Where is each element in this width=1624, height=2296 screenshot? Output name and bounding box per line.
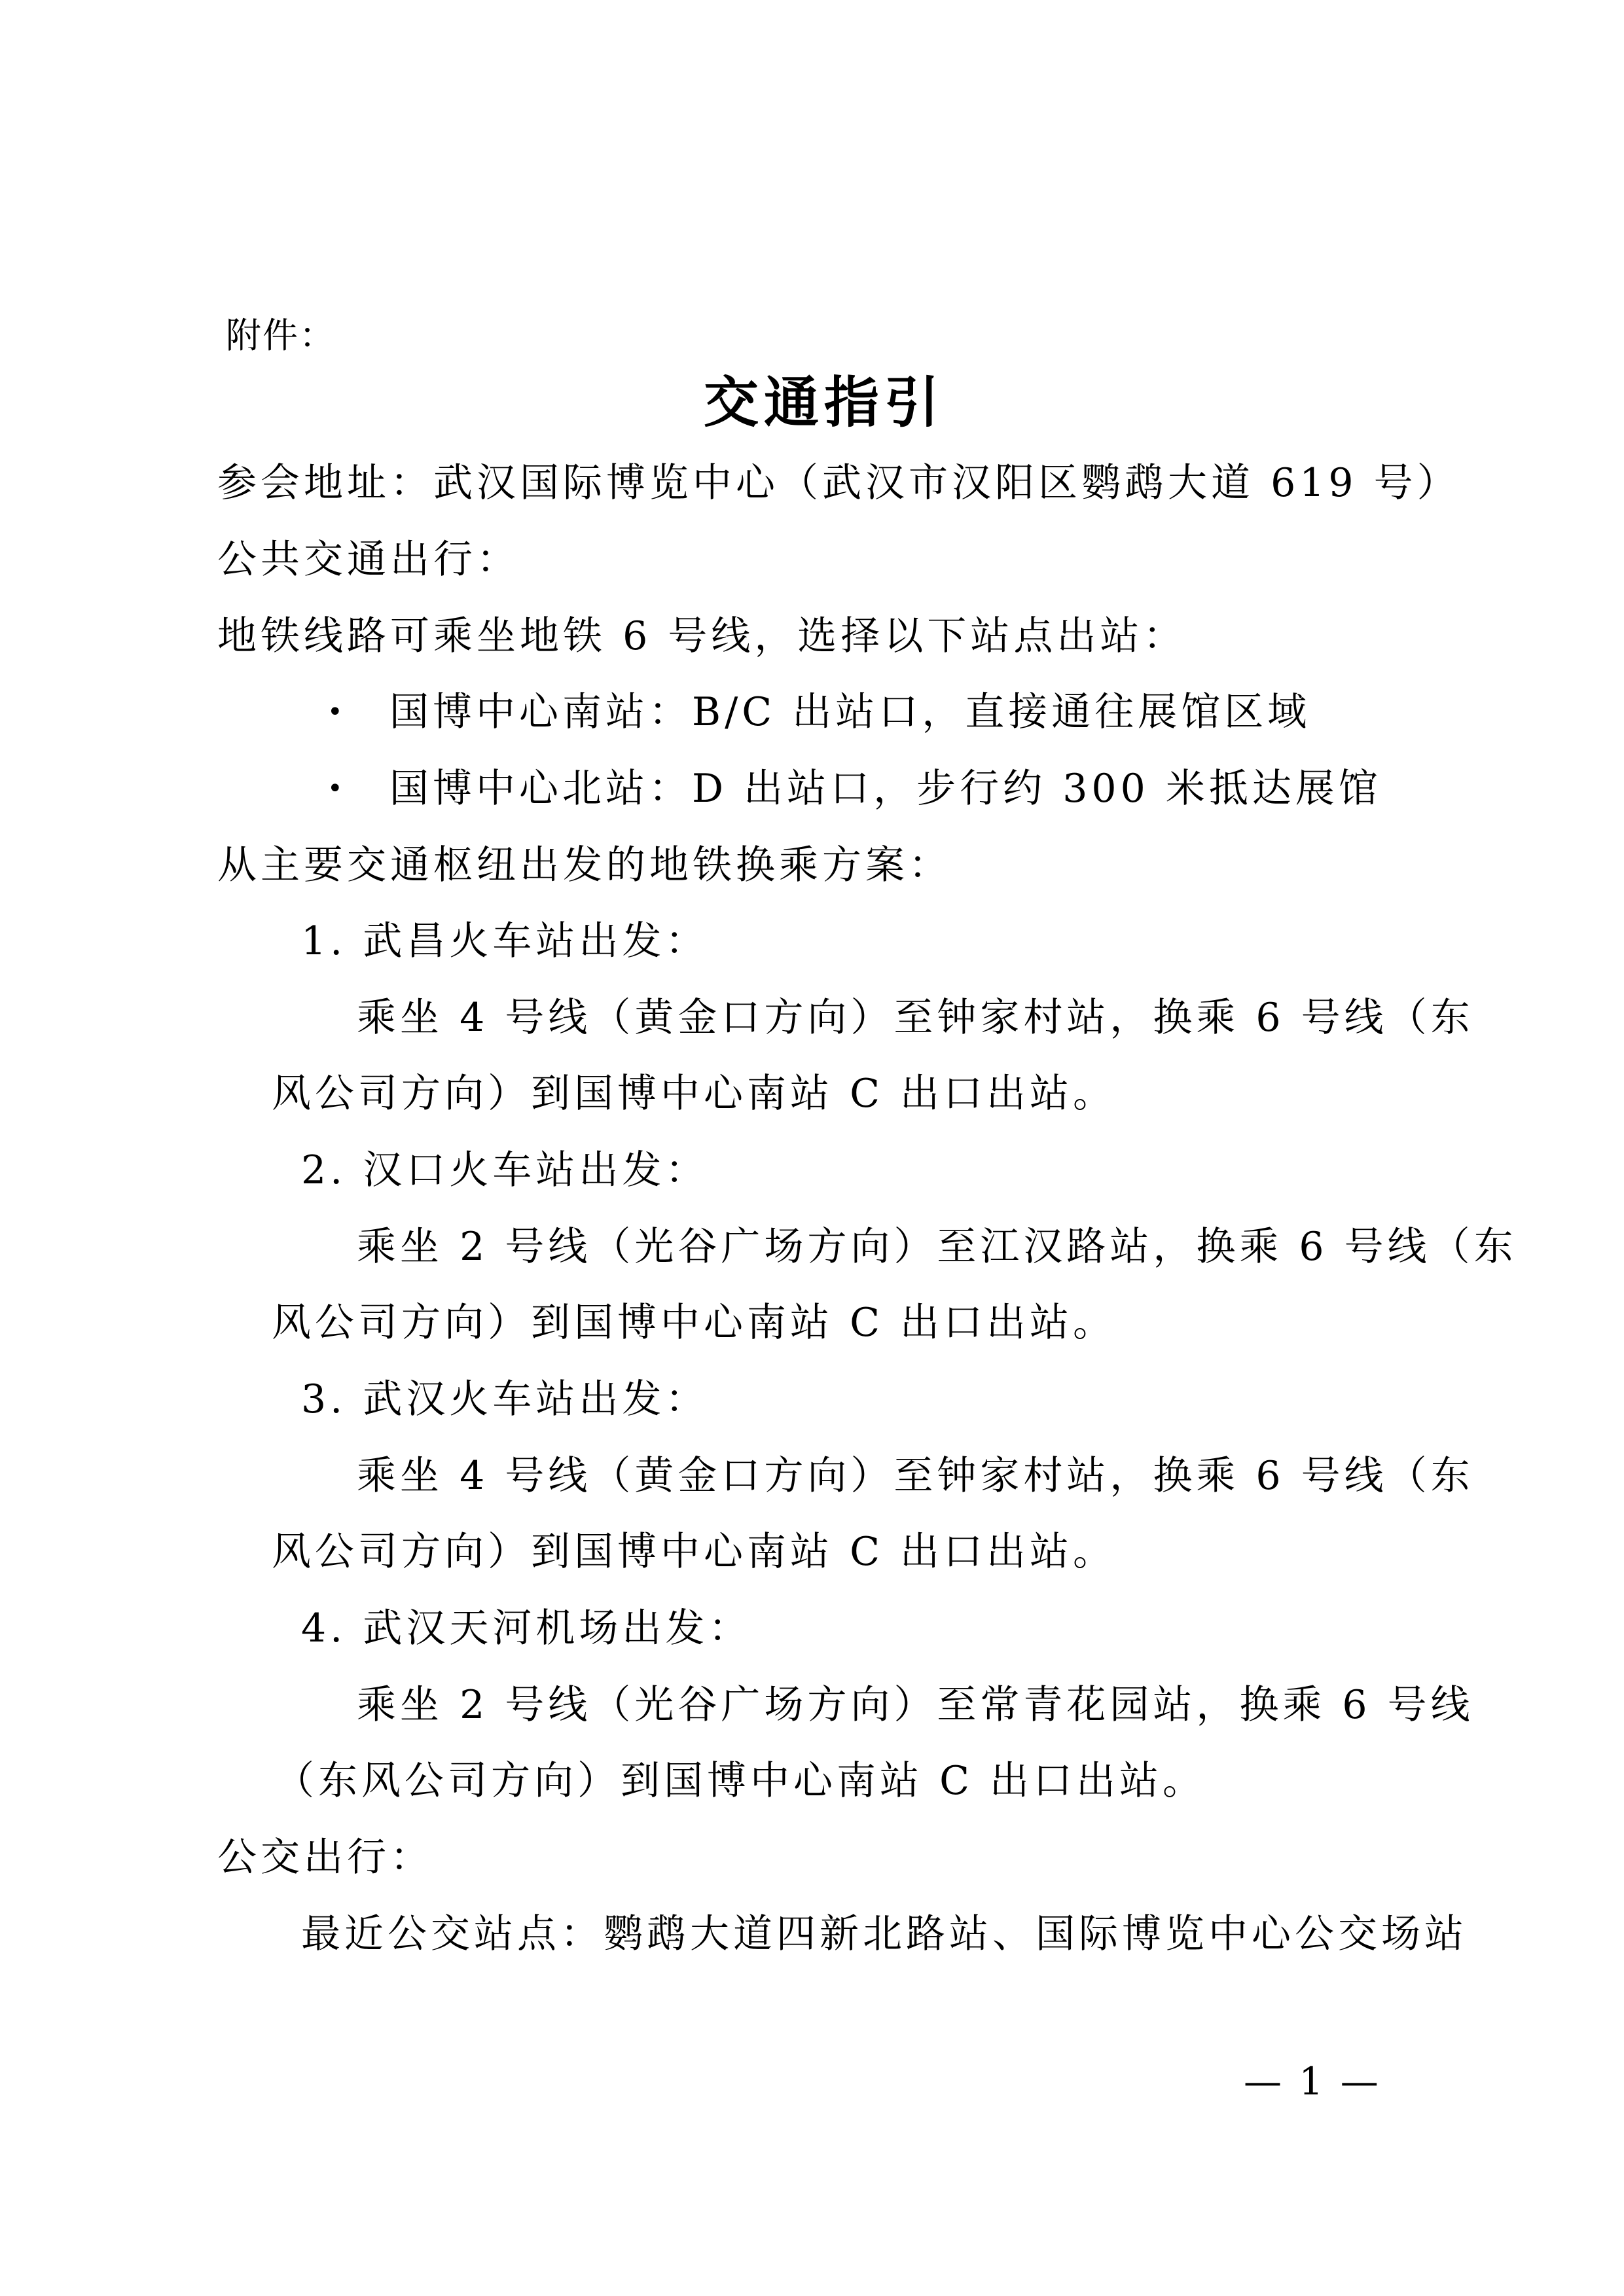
bullet-icon: •: [327, 774, 343, 804]
transfer-plan-text: 风公司方向）到国博中心南站 C 出口出站。: [272, 1071, 1117, 1117]
transfer-plan-text: 乘坐 4 号线（黄金口方向）至钟家村站，换乘 6 号线（东: [357, 1453, 1474, 1499]
transfer-plan-text: 乘坐 2 号线（光谷广场方向）至常青花园站，换乘 6 号线: [357, 1682, 1474, 1728]
transfer-plan-text: 乘坐 4 号线（黄金口方向）至钟家村站，换乘 6 号线（东: [357, 995, 1474, 1041]
bus-heading: 公交出行：: [217, 1835, 433, 1880]
transfer-plan-text: （东风公司方向）到国博中心南站 C 出口出站。: [275, 1758, 1206, 1804]
metro-station-item: 国博中心北站：D 出站口，步行约 300 米抵达展馆: [389, 766, 1382, 812]
attachment-label: 附件：: [226, 315, 336, 356]
public-transport-heading: 公共交通出行：: [217, 537, 520, 583]
transfer-plan-heading: 1. 武昌火车站出发：: [301, 918, 709, 964]
metro-intro: 地铁线路可乘坐地铁 6 号线，选择以下站点出站：: [217, 613, 1187, 659]
transfer-plan-text: 乘坐 2 号线（光谷广场方向）至江汉路站，换乘 6 号线（东: [357, 1224, 1517, 1270]
transfer-heading: 从主要交通枢纽出发的地铁换乘方案：: [217, 842, 952, 888]
metro-station-item: 国博中心南站：B/C 出站口，直接通往展馆区域: [389, 689, 1311, 735]
bullet-icon: •: [327, 697, 343, 727]
bus-stops: 最近公交站点：鹦鹉大道四新北路站、国际博览中心公交场站: [301, 1911, 1468, 1957]
transfer-plan-heading: 3. 武汉火车站出发：: [301, 1376, 709, 1422]
address-line: 参会地址：武汉国际博览中心（武汉市汉阳区鹦鹉大道 619 号）: [217, 460, 1460, 506]
transfer-plan-heading: 2. 汉口火车站出发：: [301, 1147, 709, 1193]
page-title: 交通指引: [704, 370, 945, 435]
transfer-plan-text: 风公司方向）到国博中心南站 C 出口出站。: [272, 1300, 1117, 1346]
page-number: — 1 —: [1244, 2059, 1381, 2104]
transfer-plan-text: 风公司方向）到国博中心南站 C 出口出站。: [272, 1529, 1117, 1575]
transfer-plan-heading: 4. 武汉天河机场出发：: [301, 1605, 752, 1651]
